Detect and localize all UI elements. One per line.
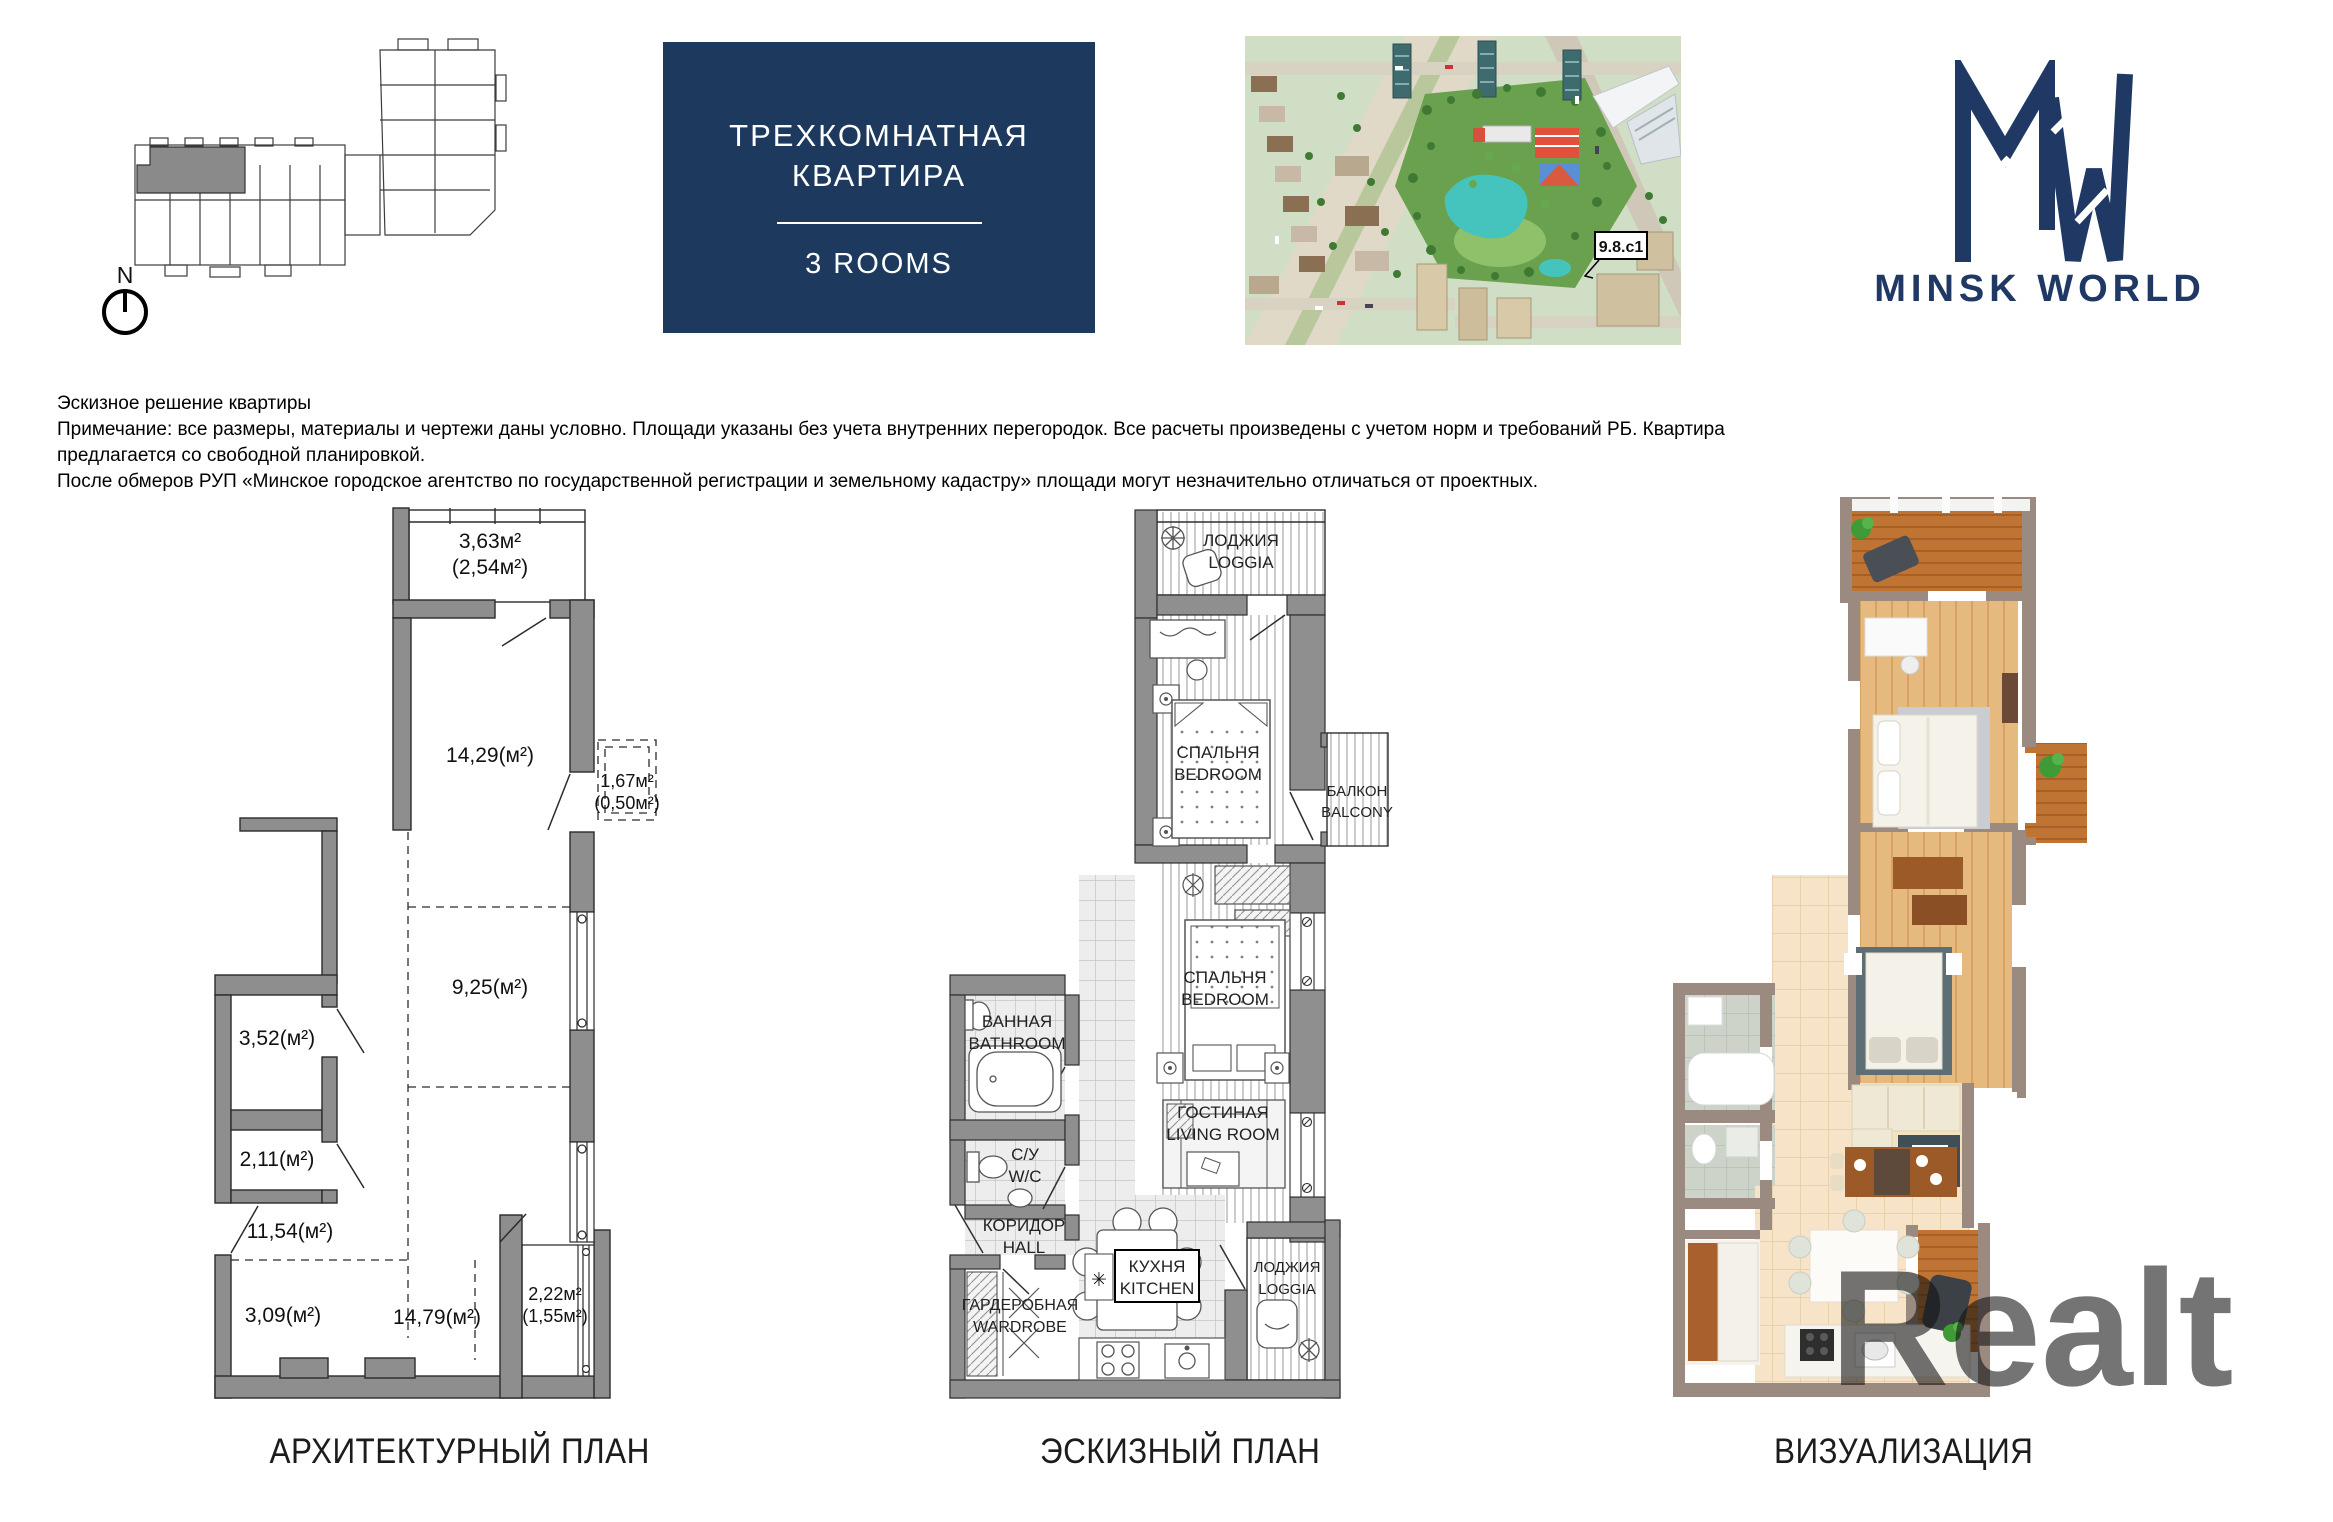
area-hall: 11,54(м²)	[246, 1220, 334, 1243]
area-loggia-bottom-1: 2,22м²	[528, 1284, 582, 1304]
area-small2: 2,11(м²)	[239, 1148, 315, 1171]
label-living-en: LIVING ROOM	[1166, 1125, 1280, 1144]
highlighted-apartment-footprint	[137, 147, 245, 193]
rooms-count-label: 3 ROOMS	[805, 248, 953, 280]
building-key-plan	[80, 15, 510, 350]
label-hall-en: HALL	[1002, 1238, 1046, 1257]
label-bedroom1-ru: СПАЛЬНЯ	[1176, 743, 1260, 762]
label-loggia-top-en: LOGGIA	[1208, 553, 1274, 572]
apartment-title-card	[663, 42, 1095, 333]
notes-block	[57, 391, 1837, 495]
label-bathroom-en: BATHROOM	[968, 1034, 1066, 1053]
notes-line-1: Эскизное решение квартиры	[57, 393, 312, 414]
north-compass-icon	[104, 262, 146, 333]
sketch-floor-plan	[935, 500, 1405, 1410]
label-kitchen-en: KITCHEN	[1119, 1279, 1195, 1298]
area-living: 14,79(м²)	[393, 1306, 481, 1329]
visualization-render	[1660, 485, 2310, 1435]
notes-line-2: Примечание: все размеры, материалы и чертежи даны условно. Площади указаны без учета внутренних перегородок. Все расчеты произведены с учетом норм и требований РБ. Квартира предлагается со свободной планировкой.	[57, 419, 1725, 466]
architectural-plan-caption: АРХИТЕКТУРНЫЙ ПЛАН	[269, 1432, 650, 1471]
area-mid: 9,25(м²)	[451, 976, 529, 999]
minsk-world-monogram-icon	[1953, 60, 2133, 265]
label-bedroom2-ru: СПАЛЬНЯ	[1183, 968, 1267, 987]
label-wc-en: W/C	[1008, 1167, 1042, 1186]
label-hall-ru: КОРИДОР	[982, 1216, 1066, 1235]
label-loggia-bottom-ru: ЛОДЖИЯ	[1253, 1259, 1321, 1276]
area-loggia-bottom-2: (1,55м²)	[522, 1306, 588, 1326]
visualization-caption: ВИЗУАЛИЗАЦИЯ	[1774, 1432, 2034, 1471]
tower-number-label: 9.8.с1	[1598, 239, 1644, 256]
arch-walls	[215, 508, 610, 1398]
title-line-1: ТРЕХКОМНАТНАЯ	[729, 118, 1029, 153]
label-loggia-top-ru: ЛОДЖИЯ	[1203, 531, 1279, 550]
realt-watermark: Realt	[1830, 1236, 2234, 1420]
label-balcony-ru: БАЛКОН	[1326, 783, 1388, 800]
area-loggia-top-1: 3,63м²	[458, 530, 522, 553]
title-line-2: КВАРТИРА	[791, 158, 967, 193]
area-small1: 3,52(м²)	[238, 1027, 316, 1050]
label-bathroom-ru: ВАННАЯ	[981, 1012, 1053, 1031]
area-balcony-2: (0,50м²)	[594, 793, 660, 813]
sketch-plan-caption: ЭСКИЗНЫЙ ПЛАН	[1040, 1432, 1321, 1471]
label-kitchen-ru: КУХНЯ	[1128, 1257, 1186, 1276]
area-room1: 14,29(м²)	[446, 744, 534, 767]
label-balcony-en: BALCONY	[1321, 804, 1393, 821]
viz-loggia-glazing	[1852, 497, 2030, 513]
label-loggia-bottom-en: LOGGIA	[1258, 1281, 1316, 1298]
area-loggia-top-2: (2,54м²)	[451, 556, 529, 579]
title-divider	[777, 222, 982, 224]
notes-line-3: После обмеров РУП «Минское городское агентство по государственной регистрации и земельному кадастру» площади могут незначительно отличаться от проектных.	[57, 471, 1539, 492]
label-wardrobe-ru: ГАРДЕРОБНАЯ	[961, 1297, 1079, 1314]
architectural-floor-plan	[150, 500, 660, 1405]
label-bedroom1-en: BEDROOM	[1174, 765, 1262, 784]
label-wardrobe-en: WARDROBE	[973, 1319, 1067, 1336]
brand-wordmark: MINSK WORLD	[1874, 268, 2206, 310]
masterplan-aerial-image	[1245, 36, 1681, 345]
label-bedroom2-en: BEDROOM	[1181, 990, 1269, 1009]
area-balcony-1: 1,67м²	[600, 771, 654, 791]
label-living-ru: ГОСТИНАЯ	[1177, 1103, 1269, 1122]
fridge-snowflake-icon: ✳	[1091, 1270, 1107, 1291]
area-small3: 3,09(м²)	[244, 1304, 322, 1327]
arch-area-labels	[239, 530, 660, 1329]
arch-loggia-top	[409, 508, 585, 602]
label-wc-ru: С/У	[1011, 1145, 1039, 1164]
north-label: N	[116, 262, 134, 288]
